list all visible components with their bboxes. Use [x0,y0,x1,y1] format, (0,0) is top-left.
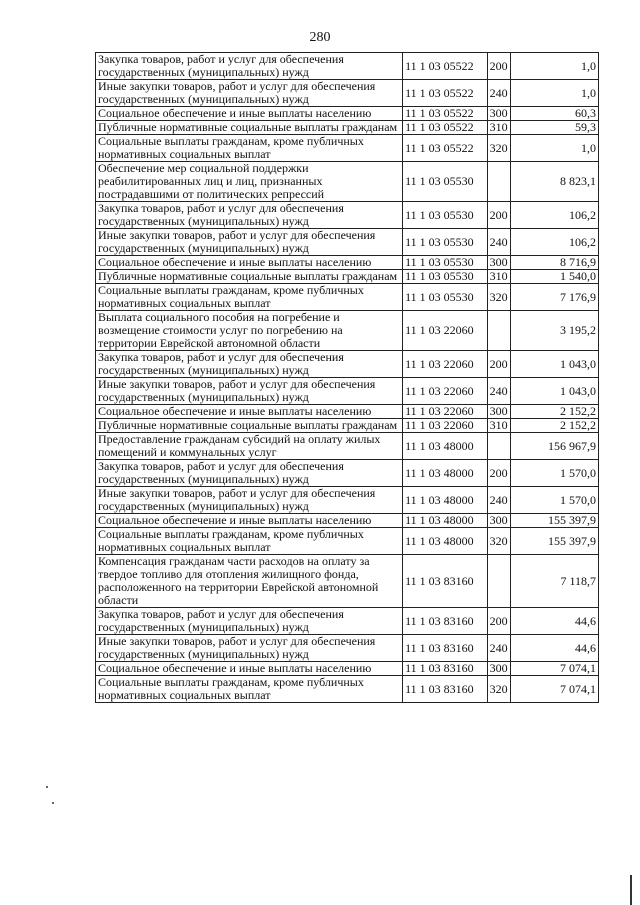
target-code-cell: 11 1 03 05530 [403,229,488,256]
amount-cell: 1,0 [510,135,598,162]
amount-cell: 44,6 [510,635,598,662]
table-row [96,351,599,378]
amount-cell: 1,0 [510,80,598,107]
table-row [96,378,599,405]
item-name-cell: Публичные нормативные социальные выплаты гражданам [96,419,403,433]
item-name-cell: Социальные выплаты гражданам, кроме публичных нормативных социальных выплат [96,135,403,162]
item-name-cell: Социальное обеспечение и иные выплаты населению [96,107,403,121]
target-code-cell: 11 1 03 05530 [403,202,488,229]
expense-type-cell: 310 [487,121,510,135]
expense-type-cell: 320 [487,284,510,311]
expense-type-cell: 200 [487,460,510,487]
amount-cell: 106,2 [510,202,598,229]
table-row [96,405,599,419]
table-row [96,433,599,460]
target-code-cell: 11 1 03 05530 [403,270,488,284]
expense-type-cell: 300 [487,662,510,676]
expense-type-cell: 320 [487,135,510,162]
target-code-cell: 11 1 03 22060 [403,351,488,378]
item-name-cell: Закупка товаров, работ и услуг для обеспечения государственных (муниципальных) нужд [96,608,403,635]
table-row [96,487,599,514]
expense-type-cell: 300 [487,514,510,528]
amount-cell: 60,3 [510,107,598,121]
expense-type-cell: 320 [487,528,510,555]
table-row [96,53,599,80]
item-name-cell: Социальное обеспечение и иные выплаты населению [96,662,403,676]
item-name-cell: Иные закупки товаров, работ и услуг для обеспечения государственных (муниципальных) нужд [96,229,403,256]
item-name-cell: Публичные нормативные социальные выплаты гражданам [96,121,403,135]
item-name-cell: Закупка товаров, работ и услуг для обеспечения государственных (муниципальных) нужд [96,351,403,378]
item-name-cell: Социальное обеспечение и иные выплаты населению [96,514,403,528]
item-name-cell: Закупка товаров, работ и услуг для обеспечения государственных (муниципальных) нужд [96,53,403,80]
target-code-cell: 11 1 03 83160 [403,635,488,662]
item-name-cell: Публичные нормативные социальные выплаты гражданам [96,270,403,284]
target-code-cell: 11 1 03 83160 [403,555,488,608]
amount-cell: 1 570,0 [510,460,598,487]
expense-type-cell: 240 [487,487,510,514]
target-code-cell: 11 1 03 22060 [403,405,488,419]
target-code-cell: 11 1 03 48000 [403,433,488,460]
amount-cell: 3 195,2 [510,311,598,351]
page-number: 280 [309,30,331,45]
target-code-cell: 11 1 03 83160 [403,608,488,635]
amount-cell: 106,2 [510,229,598,256]
expense-type-cell: 240 [487,229,510,256]
expense-type-cell: 310 [487,270,510,284]
target-code-cell: 11 1 03 22060 [403,419,488,433]
target-code-cell: 11 1 03 05522 [403,121,488,135]
amount-cell: 155 397,9 [510,528,598,555]
target-code-cell: 11 1 03 48000 [403,460,488,487]
item-name-cell: Иные закупки товаров, работ и услуг для обеспечения государственных (муниципальных) нужд [96,487,403,514]
item-name-cell: Иные закупки товаров, работ и услуг для обеспечения государственных (муниципальных) нужд [96,378,403,405]
table-row [96,311,599,351]
amount-cell: 7 074,1 [510,676,598,703]
table-row [96,229,599,256]
amount-cell: 44,6 [510,608,598,635]
table-row [96,135,599,162]
table-row [96,202,599,229]
table-row [96,514,599,528]
expense-type-cell: 300 [487,256,510,270]
expense-type-cell: 200 [487,608,510,635]
target-code-cell: 11 1 03 05522 [403,107,488,121]
item-name-cell: Социальные выплаты гражданам, кроме публичных нормативных социальных выплат [96,284,403,311]
amount-cell: 2 152,2 [510,405,598,419]
table-row [96,528,599,555]
target-code-cell: 11 1 03 05522 [403,80,488,107]
scan-speck [52,802,54,804]
item-name-cell: Закупка товаров, работ и услуг для обеспечения государственных (муниципальных) нужд [96,202,403,229]
expense-type-cell: 300 [487,107,510,121]
item-name-cell: Иные закупки товаров, работ и услуг для обеспечения государственных (муниципальных) нужд [96,80,403,107]
expense-type-cell: 300 [487,405,510,419]
table-row [96,608,599,635]
amount-cell: 1 540,0 [510,270,598,284]
expense-type-cell [487,433,510,460]
amount-cell: 8 823,1 [510,162,598,202]
scan-edge-mark [630,875,632,905]
amount-cell: 155 397,9 [510,514,598,528]
amount-cell: 1,0 [510,53,598,80]
item-name-cell: Социальные выплаты гражданам, кроме публичных нормативных социальных выплат [96,676,403,703]
expense-type-cell [487,555,510,608]
amount-cell: 59,3 [510,121,598,135]
table-row [96,676,599,703]
target-code-cell: 11 1 03 05522 [403,135,488,162]
item-name-cell: Предоставление гражданам субсидий на оплату жилых помещений и коммунальных услуг [96,433,403,460]
expense-type-cell: 310 [487,419,510,433]
budget-table-body [96,53,599,703]
table-row [96,162,599,202]
scan-speck [46,786,48,788]
table-row [96,270,599,284]
table-row [96,256,599,270]
target-code-cell: 11 1 03 22060 [403,378,488,405]
amount-cell: 7 118,7 [510,555,598,608]
table-row [96,107,599,121]
item-name-cell: Закупка товаров, работ и услуг для обеспечения государственных (муниципальных) нужд [96,460,403,487]
target-code-cell: 11 1 03 05530 [403,256,488,270]
table-row [96,419,599,433]
target-code-cell: 11 1 03 83160 [403,662,488,676]
amount-cell: 8 716,9 [510,256,598,270]
amount-cell: 1 043,0 [510,378,598,405]
amount-cell: 1 043,0 [510,351,598,378]
item-name-cell: Социальное обеспечение и иные выплаты населению [96,405,403,419]
table-row [96,80,599,107]
item-name-cell: Социальное обеспечение и иные выплаты населению [96,256,403,270]
amount-cell: 7 074,1 [510,662,598,676]
expense-type-cell: 240 [487,378,510,405]
expense-type-cell: 320 [487,676,510,703]
amount-cell: 2 152,2 [510,419,598,433]
target-code-cell: 11 1 03 05530 [403,162,488,202]
item-name-cell: Компенсация гражданам части расходов на оплату за твердое топливо для отопления жилищного фонда, расположенного на территории Еврейской автономной области [96,555,403,608]
target-code-cell: 11 1 03 48000 [403,487,488,514]
item-name-cell: Обеспечение мер социальной поддержки реабилитированных лиц и лиц, признанных пострадавшими от политических репрессий [96,162,403,202]
amount-cell: 156 967,9 [510,433,598,460]
target-code-cell: 11 1 03 48000 [403,514,488,528]
table-row [96,662,599,676]
item-name-cell: Иные закупки товаров, работ и услуг для обеспечения государственных (муниципальных) нужд [96,635,403,662]
amount-cell: 1 570,0 [510,487,598,514]
table-row [96,555,599,608]
amount-cell: 7 176,9 [510,284,598,311]
target-code-cell: 11 1 03 05530 [403,284,488,311]
table-row [96,460,599,487]
expense-type-cell: 200 [487,351,510,378]
budget-table [95,52,599,703]
expense-type-cell [487,311,510,351]
target-code-cell: 11 1 03 05522 [403,53,488,80]
item-name-cell: Социальные выплаты гражданам, кроме публичных нормативных социальных выплат [96,528,403,555]
target-code-cell: 11 1 03 22060 [403,311,488,351]
table-row [96,635,599,662]
item-name-cell: Выплата социального пособия на погребение и возмещение стоимости услуг по погребению на территории Еврейской автономной области [96,311,403,351]
target-code-cell: 11 1 03 48000 [403,528,488,555]
table-row [96,284,599,311]
expense-type-cell: 240 [487,80,510,107]
expense-type-cell [487,162,510,202]
expense-type-cell: 200 [487,53,510,80]
expense-type-cell: 240 [487,635,510,662]
table-row [96,121,599,135]
expense-type-cell: 200 [487,202,510,229]
target-code-cell: 11 1 03 83160 [403,676,488,703]
